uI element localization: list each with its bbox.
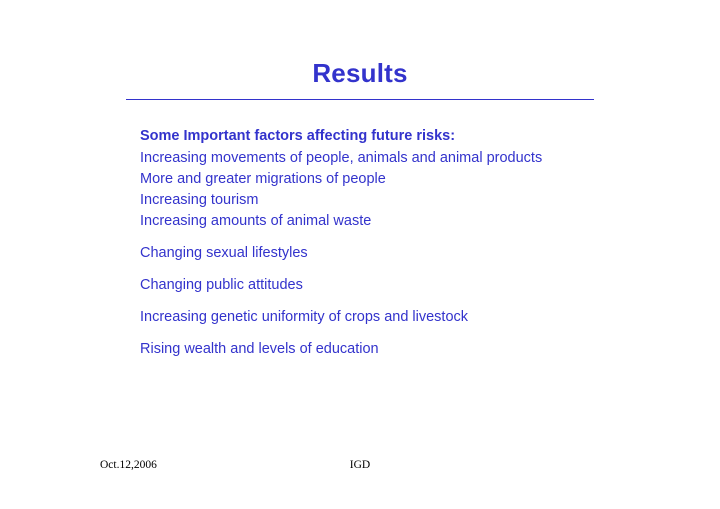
slide-footer <box>0 449 720 509</box>
slide-body <box>140 126 660 360</box>
body-line: Changing sexual lifestyles <box>140 245 308 261</box>
footer-date: Oct.12,2006 <box>100 459 157 471</box>
body-line: Changing public attitudes <box>140 277 303 293</box>
body-lead-line: Some Important factors affecting future risks: <box>140 128 456 144</box>
body-line: Increasing genetic uniformity of crops and livestock <box>140 309 469 325</box>
page-title: Results <box>312 58 408 88</box>
body-line: Increasing tourism <box>140 192 259 208</box>
body-line: Increasing movements of people, animals and animal products <box>140 150 543 166</box>
title-divider <box>126 99 594 100</box>
body-line: Increasing amounts of animal waste <box>140 213 372 229</box>
footer-center-label: IGD <box>349 459 371 471</box>
body-line: More and greater migrations of people <box>140 171 386 187</box>
body-line: Rising wealth and levels of education <box>140 341 379 357</box>
